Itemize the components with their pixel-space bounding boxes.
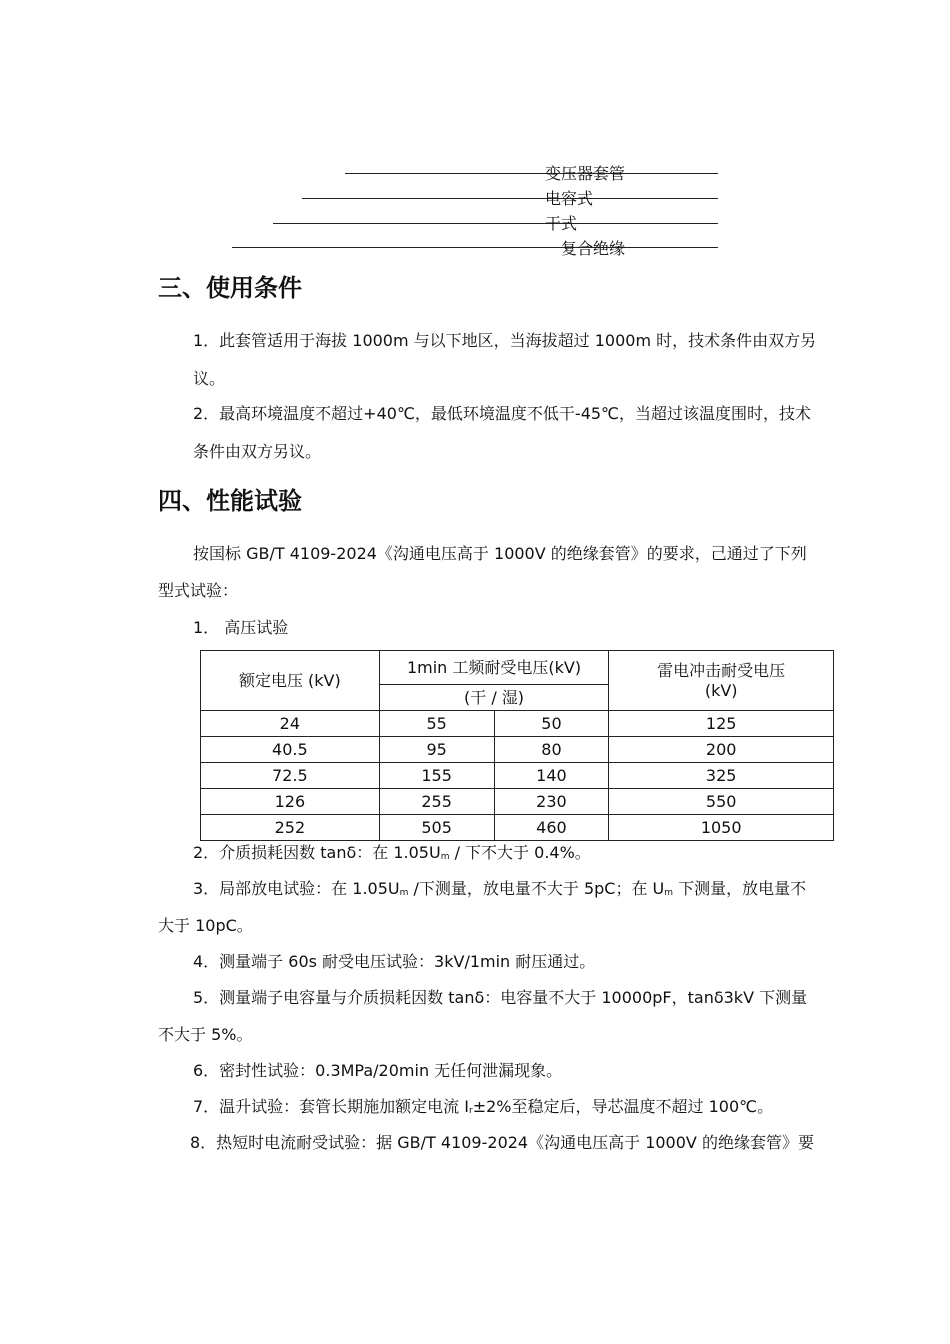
section-4-subheading-1: 1． 高压试验	[193, 618, 289, 637]
table-cell: 72.5	[201, 763, 380, 789]
table-cell: 125	[609, 711, 834, 737]
header-rated-voltage: 额定电压 (kV)	[201, 651, 380, 711]
code-label-4: 复合绝缘	[561, 239, 626, 258]
section-3-title: 三、使用条件	[158, 274, 302, 302]
table-cell: 24	[201, 711, 380, 737]
table-cell: 95	[379, 737, 494, 763]
item-3-partial-discharge-line-2: 大于 10pC。	[158, 916, 253, 935]
section-4-intro-line-1: 按国标 GB/T 4109-2024《沟通电压高于 1000V 的绝缘套管》的要求，己通过了下列	[193, 544, 807, 563]
item-7-temperature-rise	[193, 1096, 773, 1122]
item-2-sub: m	[440, 852, 450, 862]
section-3-item-2-line-2: 条件由双方另议。	[193, 442, 322, 461]
table-row	[201, 815, 834, 841]
item-8-short-time-current: 8．热短时电流耐受试验：据 GB/T 4109-2024《沟通电压高于 1000V 的绝缘套管》要	[190, 1133, 814, 1152]
section-3-item-1-line-2: 议。	[193, 369, 226, 388]
header-impulse-line-2: (kV)	[704, 680, 738, 700]
code-line-3	[273, 223, 718, 224]
table-cell: 200	[609, 737, 834, 763]
item-6-sealing: 6．密封性试验：0.3MPa/20min 无任何泄漏现象。	[193, 1061, 563, 1080]
item-7-sub: r	[469, 1106, 473, 1116]
header-impulse-line-1: 雷电冲击耐受电压	[657, 660, 786, 680]
table-cell: 325	[609, 763, 834, 789]
table-cell: 1050	[609, 815, 834, 841]
table-cell: 505	[379, 815, 494, 841]
table-cell: 252	[201, 815, 380, 841]
code-line-4	[232, 247, 718, 248]
item-7-text-b: ±2%至稳定后，导芯温度不超过 100℃。	[472, 1097, 774, 1116]
item-3-partial-discharge-line-1	[193, 878, 806, 904]
table-cell: 550	[609, 789, 834, 815]
code-line-1	[345, 173, 718, 174]
table-row	[201, 711, 834, 737]
item-2-dielectric-loss	[193, 842, 591, 868]
high-voltage-test-table	[200, 650, 834, 841]
table-cell: 50	[494, 711, 609, 737]
table-cell: 80	[494, 737, 609, 763]
table-cell: 40.5	[201, 737, 380, 763]
code-line-2	[302, 198, 718, 199]
table-row	[201, 763, 834, 789]
table-cell: 140	[494, 763, 609, 789]
code-label-2: 电容式	[545, 189, 594, 208]
table-cell: 155	[379, 763, 494, 789]
table-cell: 230	[494, 789, 609, 815]
code-label-1: 变压器套管	[545, 164, 626, 183]
header-power-frequency: 1min 工频耐受电压(kV)	[379, 651, 609, 685]
section-3-item-1-line-1: 1．此套管适用于海拔 1000m 与以下地区，当海拔超过 1000m 时，技术条件由双方另	[193, 331, 817, 350]
table-cell: 126	[201, 789, 380, 815]
table-cell: 460	[494, 815, 609, 841]
item-3-sub-1: m	[399, 888, 409, 898]
item-5-capacitance-line-1: 5．测量端子电容量与介质损耗因数 tanδ：电容量不大于 10000pF，tanδ3kV 下测量	[193, 988, 808, 1007]
table-row	[201, 737, 834, 763]
item-3-text-c: 下测量，放电量不	[673, 879, 807, 898]
header-dry-wet: (干 / 湿)	[379, 685, 609, 711]
table-cell: 55	[379, 711, 494, 737]
item-2-text-b: / 下不大于 0.4%。	[449, 843, 591, 862]
section-3-item-2-line-1: 2．最高环境温度不超过+40℃，最低环境温度不低干-45℃，当超过该温度围时，技术	[193, 404, 812, 423]
section-4-title: 四、性能试验	[158, 487, 302, 515]
item-3-text-a: 3．局部放电试验：在 1.05U	[193, 879, 400, 898]
table-row	[201, 789, 834, 815]
table-cell: 255	[379, 789, 494, 815]
item-2-text-a: 2．介质损耗因数 tanδ：在 1.05U	[193, 843, 441, 862]
item-3-text-b: /下测量，放电量不大于 5pC；在 U	[408, 879, 665, 898]
header-impulse	[609, 651, 834, 711]
code-label-3: 干式	[545, 214, 578, 233]
item-5-capacitance-line-2: 不大于 5%。	[158, 1025, 253, 1044]
section-4-intro-line-2: 型式试验：	[158, 581, 239, 600]
item-7-text-a: 7．温升试验：套管长期施加额定电流 I	[193, 1097, 469, 1116]
item-3-sub-2: m	[664, 888, 674, 898]
item-4-terminal-withstand: 4．测量端子 60s 耐受电压试验：3kV/1min 耐压通过。	[193, 952, 596, 971]
